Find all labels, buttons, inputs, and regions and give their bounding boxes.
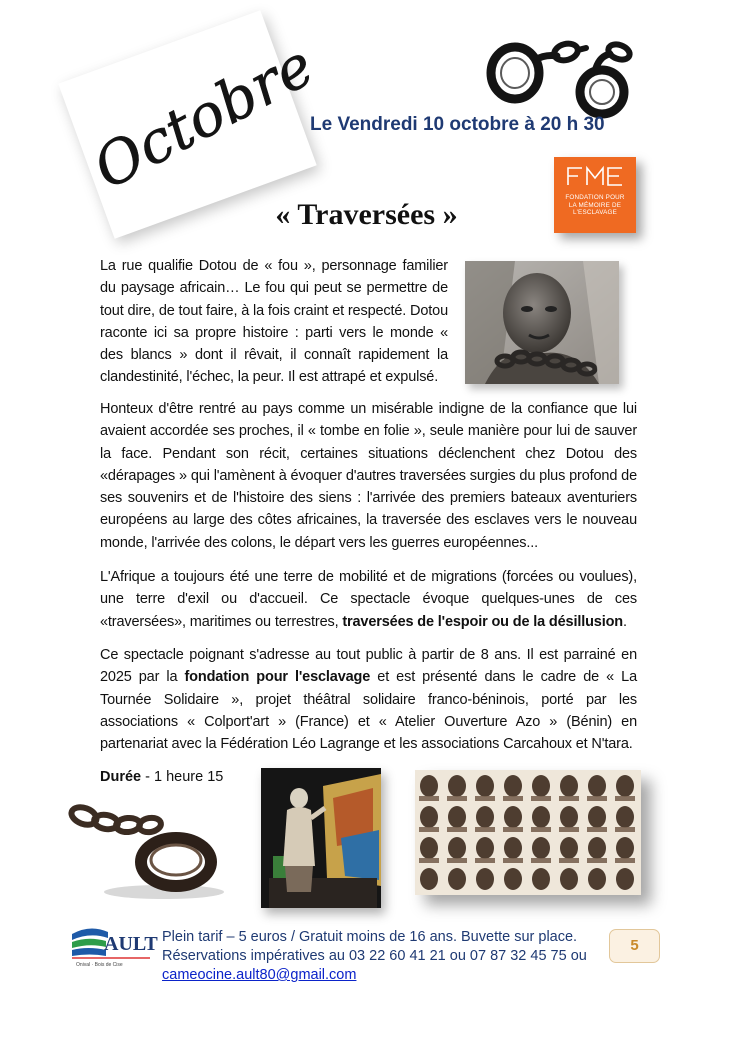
fme-caption-line: L'ESCLAVAGE (572, 209, 618, 217)
contact-email-link[interactable]: cameocine.ault80@gmail.com (162, 967, 357, 983)
duration-line (100, 769, 223, 785)
p4-text: Ce spectacle poignant s'adresse au tout public à partir de 8 ans. Il est parrainé en 2025 par la (100, 647, 637, 686)
page-number: 5 (609, 929, 660, 963)
paragraph-migrations (100, 566, 637, 633)
show-title: « Traversées » (275, 198, 458, 231)
paragraph-intro: La rue qualifie Dotou de « fou », personnage familier du paysage africain… Le fou qui peut se permettre de tout dire, de tout faire, à la fois craint et respecté. Dotou raconte ici sa propre histoire : parti vers le monde « des blancs » dont il rêvait, il connaît rapidement la clandestinité, l'échec, la peur. Il est attrapé et expulsé. (100, 258, 448, 386)
p4-bold-text: fondation pour l'esclavage (184, 669, 371, 686)
fme-caption-line: FONDATION POUR (565, 194, 625, 201)
month-title: Octobre (82, 30, 325, 203)
p3-end-text: . (623, 613, 627, 630)
p3-text: L'Afrique a toujours été une terre de mobilité et de migrations (forcées ou voulues), une terre d'exil ou d'accueil. Ce spectacle évoque quelques-unes de ces «traversées», maritimes ou terrestres, (100, 569, 637, 630)
footer-info (162, 928, 602, 985)
ault-logo-name: AULT (104, 933, 158, 955)
paragraph-story: Honteux d'être rentré au pays comme un misérable indigne de la confiance que lui avaient accordée ses proches, il « tombe en folie », seule manière pour lui de sauver la face. Pendant son récit, certaines situations déclenchent chez Dotou des «dérapages » qui l'amènent à évoquer d'autres traversées surgies du plus profond de ses souvenirs et de l'histoire des siens : l'arrivée des premiers bateaux aventuriers européens au large des côtes africaines, la traversée des esclaves vers le nouveau monde, l'arrivée des colons, le départ vers les guerres européennes... (100, 401, 637, 551)
portraits-collage-image (415, 770, 641, 895)
duration-label: Durée (100, 769, 142, 785)
p4-end-text: et est présenté dans le cadre de « La Tournée Solidaire », projet théâtral solidaire franco-béninois, porté par les associations « Colport'art » (France) et « Atelier Ouverture Azo » (Bénin) en partenariat avec la Fédération Léo Lagrange et les associations Carcahoux et N'tara. (100, 669, 637, 753)
chained-man-image (465, 261, 619, 384)
ault-logo (70, 926, 158, 970)
duration-value: - 1 heure 15 (141, 769, 224, 785)
footer-pricing: Plein tarif – 5 euros / Gratuit moins de 16 ans. Buvette sur place. (162, 929, 578, 945)
paragraph-sponsorship (100, 644, 637, 755)
stage-performance-photo (261, 768, 381, 908)
chained-man-photo (465, 261, 619, 384)
event-date-line: Le Vendredi 10 octobre à 20 h 30 (310, 114, 605, 135)
fme-letters-icon (566, 165, 624, 187)
footer-reservations: Réservations impératives au 03 22 60 41 21 ou 07 87 32 45 75 ou (162, 948, 587, 964)
stage-performance-image (261, 768, 381, 908)
ault-logo-subtitle: Onival · Bois de Cise (76, 962, 123, 968)
portraits-collage-photo (415, 770, 641, 895)
shackle-image (66, 792, 236, 902)
broken-chains-image (0, 0, 733, 130)
fme-caption-line: LA MÉMOIRE DE (568, 201, 622, 209)
p3-bold-text: traversées de l'espoir ou de la désillusion (342, 613, 624, 630)
